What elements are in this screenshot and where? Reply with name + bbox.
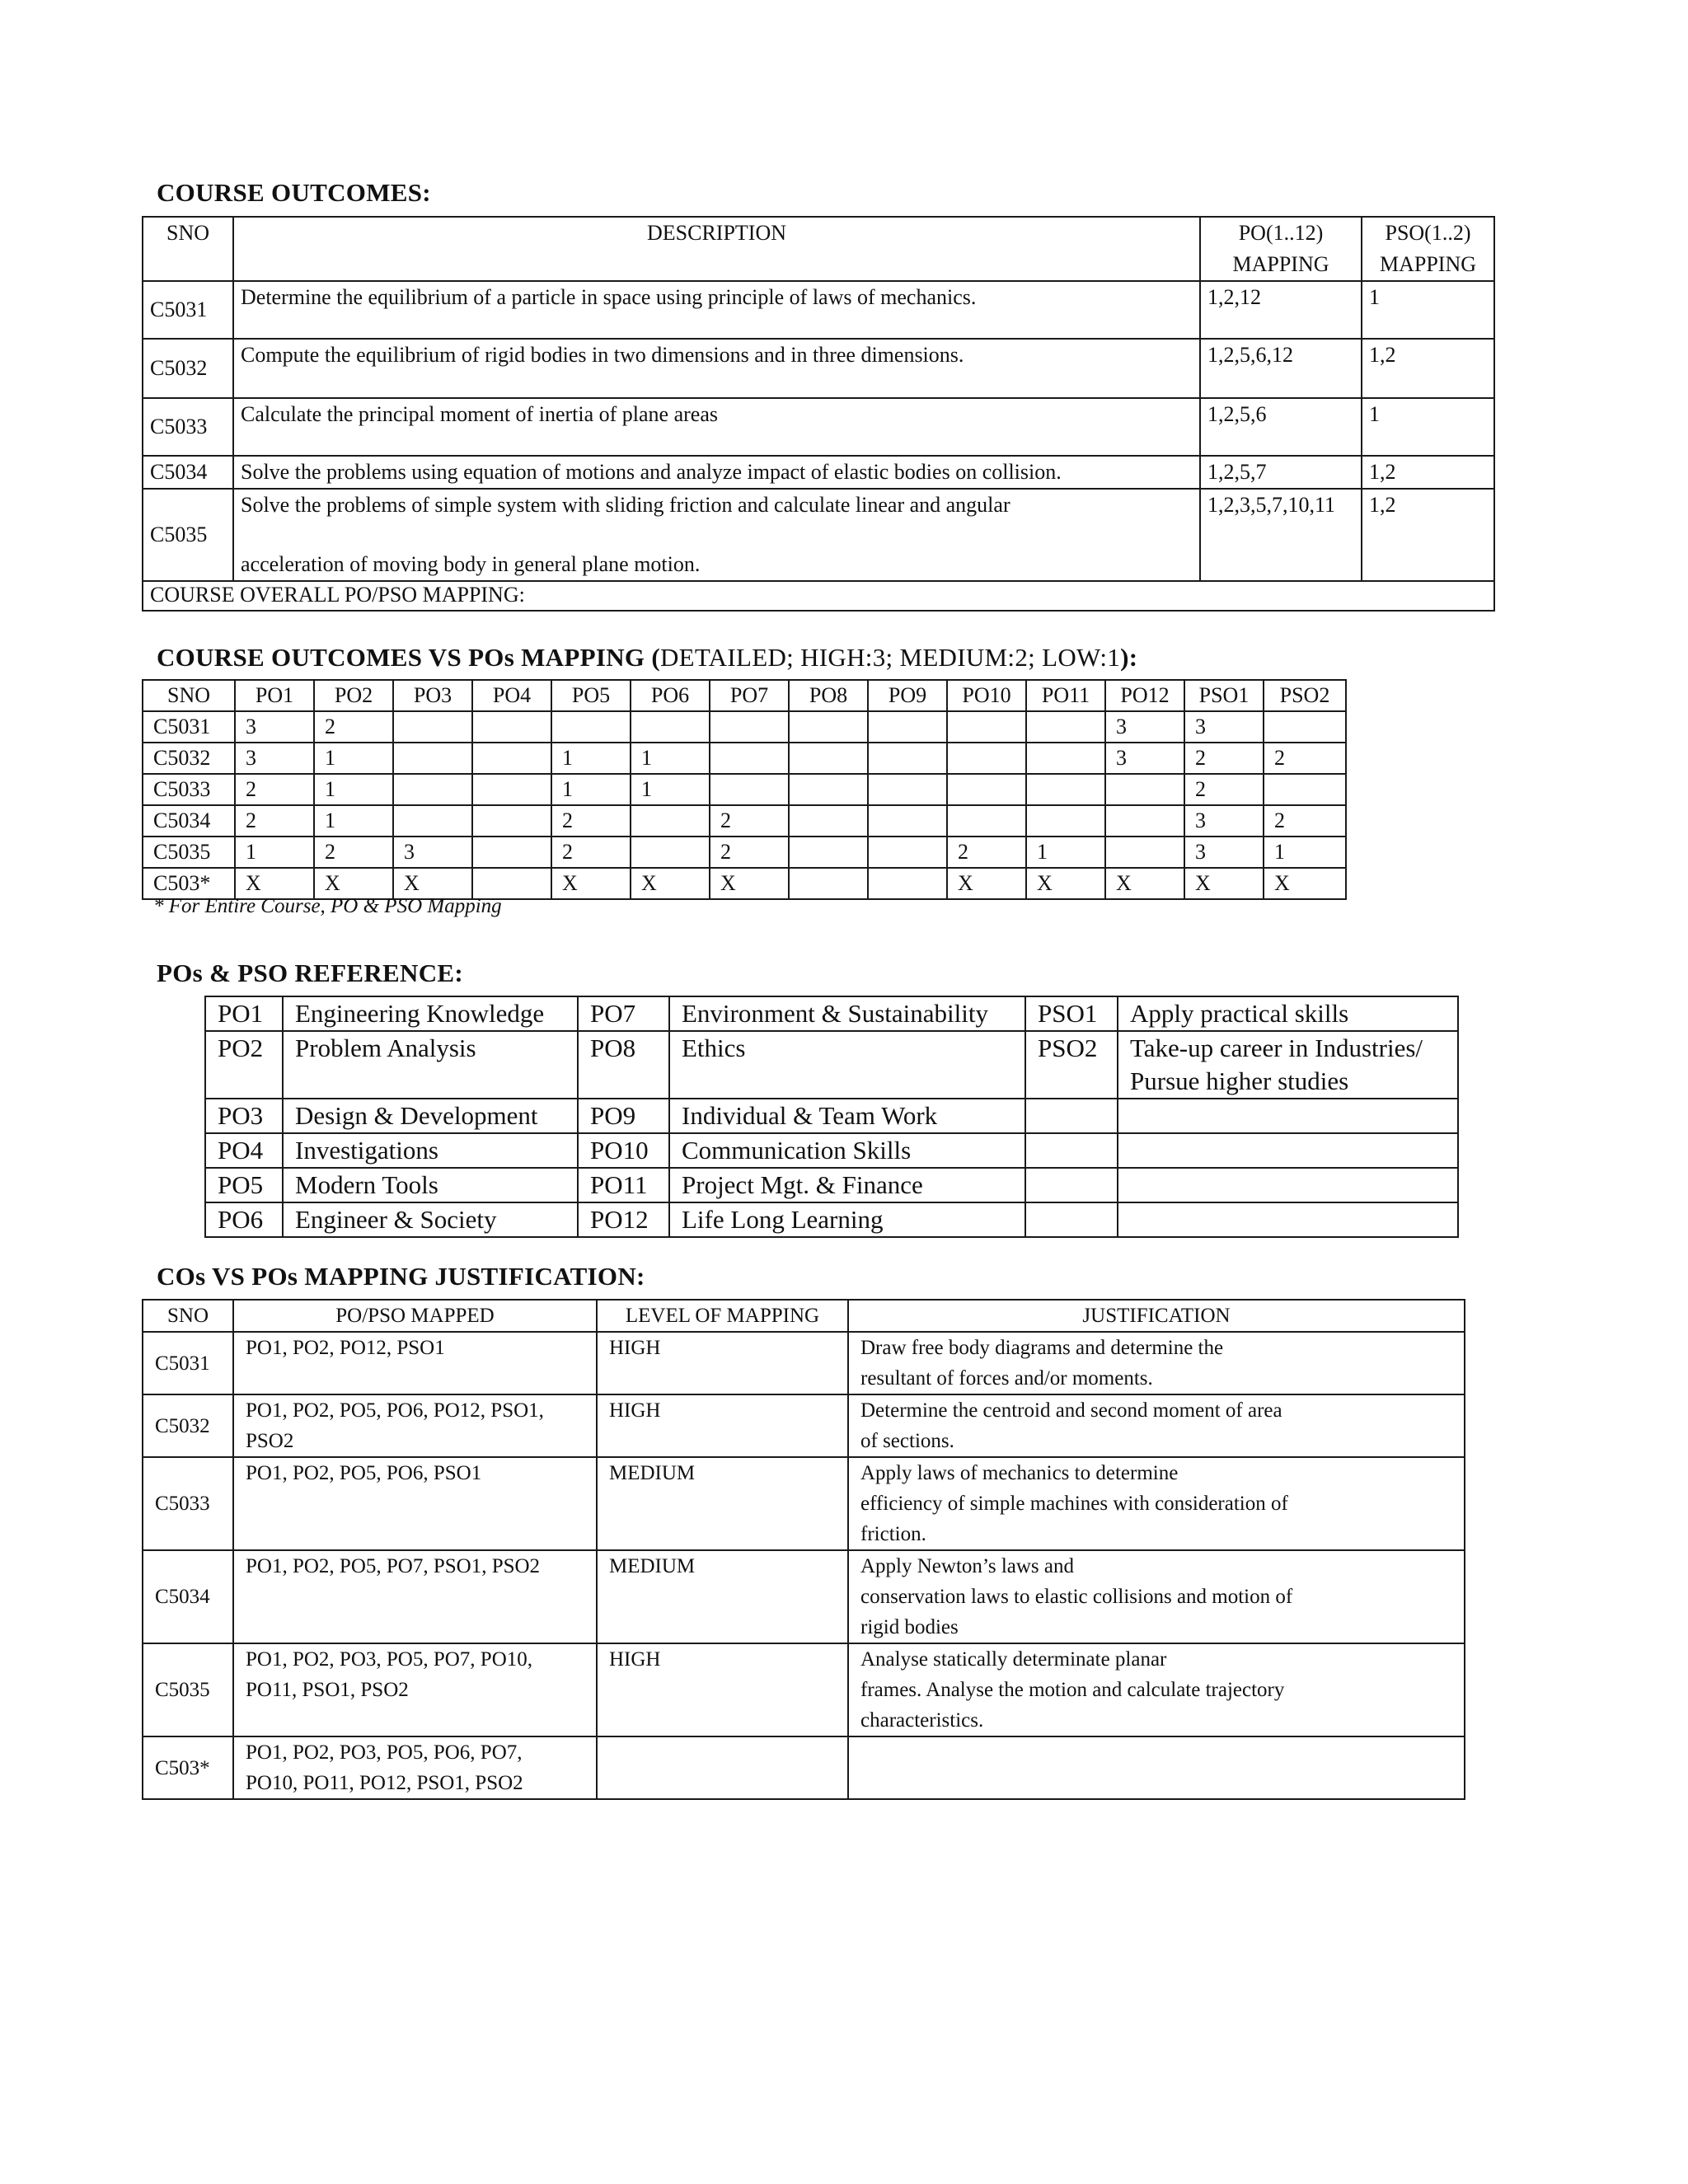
reference-cell (578, 1099, 669, 1133)
row-mapped (233, 1332, 597, 1394)
col-header-po11: PO11 (1026, 680, 1105, 711)
reference-cell (205, 996, 283, 1031)
reference-cell (578, 1202, 669, 1237)
reference-cell (1025, 1031, 1118, 1099)
row-level (597, 1736, 848, 1799)
mapping-cell: 1 (314, 805, 393, 837)
col-header-po10: PO10 (947, 680, 1026, 711)
mapping-cell (472, 743, 551, 774)
reference-text: Project Mgt. & Finance (682, 1170, 923, 1199)
mapping-cell (868, 711, 947, 743)
row-justification (848, 1332, 1465, 1394)
mapping-cell: 2 (1264, 743, 1346, 774)
row-sno: C503* (143, 1736, 233, 1799)
reference-text: Modern Tools (295, 1170, 438, 1199)
row-mapped (233, 1643, 597, 1736)
reference-cell (283, 996, 578, 1031)
mapping-cell (1026, 774, 1105, 805)
mapped-line: PO11, PSO1, PSO2 (246, 1679, 409, 1701)
reference-text: PO6 (218, 1205, 264, 1234)
col-header-mapped: PO/PSO MAPPED (233, 1300, 597, 1332)
reference-text: Apply practical skills (1130, 999, 1349, 1028)
reference-cell (578, 996, 669, 1031)
mapping-cell (551, 711, 631, 743)
mapping-cell: 3 (1105, 743, 1184, 774)
row-po: 1,2,5,7 (1200, 456, 1362, 489)
row-level: MEDIUM (597, 1457, 848, 1550)
reference-text: PO1 (218, 999, 264, 1028)
row-pso: 1,2 (1362, 489, 1494, 581)
mapping-cell (393, 805, 472, 837)
mapping-cell (1105, 805, 1184, 837)
mapping-cell (789, 774, 868, 805)
reference-text: PO7 (590, 999, 636, 1028)
row-justification (848, 1394, 1465, 1457)
reference-cell (578, 1031, 669, 1099)
reference-text: Engineer & Society (295, 1205, 497, 1234)
reference-cell (669, 996, 1025, 1031)
mapping-cell (947, 743, 1026, 774)
mapping-cell: 3 (235, 711, 314, 743)
course-outcomes-table (142, 216, 1495, 612)
col-header-po5: PO5 (551, 680, 631, 711)
row-sno: C5034 (143, 1550, 233, 1643)
row-pso: 1 (1362, 398, 1494, 456)
mapping-cell: X (947, 868, 1026, 899)
reference-cell (669, 1099, 1025, 1133)
reference-text: Ethics (682, 1033, 746, 1062)
row-sno: C5031 (143, 1332, 233, 1394)
row-sno: C5035 (143, 489, 233, 581)
reference-cell (1118, 1202, 1458, 1237)
mapping-heading: COURSE OUTCOMES VS POs MAPPING (DETAILED; HIGH:3; MEDIUM:2; LOW:1): (157, 643, 1138, 672)
reference-text: PO9 (590, 1101, 636, 1130)
reference-cell (283, 1202, 578, 1237)
table-row (143, 456, 1494, 489)
reference-cell (1118, 1099, 1458, 1133)
reference-text: Take-up career in Industries/ (1130, 1033, 1423, 1062)
col-header-po4: PO4 (472, 680, 551, 711)
mapped-line: PO1, PO2, PO12, PSO1 (246, 1337, 445, 1359)
mapping-cell: X (1264, 868, 1346, 899)
row-mapped (233, 1457, 597, 1550)
reference-row (205, 996, 1458, 1031)
row-justification (848, 1643, 1465, 1736)
reference-cell (205, 1099, 283, 1133)
mapping-cell: 2 (314, 711, 393, 743)
col-header-pso2: PSO2 (1264, 680, 1346, 711)
mapping-cell (1264, 711, 1346, 743)
mapping-cell: 3 (1105, 711, 1184, 743)
reference-heading: POs & PSO REFERENCE: (157, 958, 463, 987)
mapping-cell: 1 (235, 837, 314, 868)
mapping-cell: 2 (710, 837, 789, 868)
row-pso: 1,2 (1362, 339, 1494, 398)
mapping-cell: 1 (551, 774, 631, 805)
reference-cell (1025, 996, 1118, 1031)
table-row (143, 774, 1346, 805)
row-sno: C5031 (143, 281, 233, 339)
table-row (143, 805, 1346, 837)
overall-mapping-label: COURSE OVERALL PO/PSO MAPPING: (143, 581, 1494, 611)
row-justification (848, 1550, 1465, 1643)
col-header-pso1: PSO1 (1184, 680, 1264, 711)
reference-text: Communication Skills (682, 1136, 912, 1165)
reference-cell (669, 1031, 1025, 1099)
row-po: 1,2,12 (1200, 281, 1362, 339)
overall-mapping-row (143, 581, 1494, 611)
mapping-cell (947, 805, 1026, 837)
row-sno: C5032 (143, 339, 233, 398)
mapping-cell: 1 (551, 743, 631, 774)
mapping-cell (1026, 743, 1105, 774)
row-level: HIGH (597, 1332, 848, 1394)
mapping-cell: 1 (1264, 837, 1346, 868)
justification-line: Apply laws of mechanics to determine (860, 1462, 1179, 1484)
reference-text: PSO1 (1038, 999, 1098, 1028)
table-row (143, 339, 1494, 398)
mapping-cell (710, 711, 789, 743)
row-po: 1,2,3,5,7,10,11 (1200, 489, 1362, 581)
mapping-cell: X (1105, 868, 1184, 899)
reference-row (205, 1099, 1458, 1133)
mapping-cell: 2 (235, 774, 314, 805)
table-row (143, 1394, 1465, 1457)
reference-cell (669, 1133, 1025, 1168)
reference-text: PO2 (218, 1033, 264, 1062)
table-row (143, 281, 1494, 339)
mapping-cell (1105, 837, 1184, 868)
col-header-level: LEVEL OF MAPPING (597, 1300, 848, 1332)
table-row (143, 1457, 1465, 1550)
justification-line: frames. Analyse the motion and calculate trajectory (860, 1679, 1285, 1701)
row-sno: C5032 (143, 1394, 233, 1457)
table-row (143, 1550, 1465, 1643)
reference-text: Investigations (295, 1136, 438, 1165)
justification-line: efficiency of simple machines with consideration of (860, 1493, 1288, 1515)
mapping-cell (789, 805, 868, 837)
col-header-pso-mapping: PSO(1..2) MAPPING (1362, 217, 1494, 281)
justification-table (142, 1299, 1465, 1800)
justification-heading: COs VS POs MAPPING JUSTIFICATION: (157, 1262, 645, 1291)
reference-text: Life Long Learning (682, 1205, 884, 1234)
reference-text: PO4 (218, 1136, 264, 1165)
col-header-po3: PO3 (393, 680, 472, 711)
justification-line: of sections. (860, 1430, 954, 1452)
mapping-cell (868, 868, 947, 899)
mapping-cell: X (631, 868, 710, 899)
mapping-cell (947, 711, 1026, 743)
reference-text: PO10 (590, 1136, 649, 1165)
reference-text: Engineering Knowledge (295, 999, 545, 1028)
mapped-line: PSO2 (246, 1430, 294, 1452)
mapping-cell: X (314, 868, 393, 899)
reference-cell (205, 1168, 283, 1202)
mapping-cell: 3 (1184, 837, 1264, 868)
table-row (143, 1332, 1465, 1394)
reference-table (204, 996, 1459, 1238)
mapping-cell: X (235, 868, 314, 899)
mapping-cell (631, 805, 710, 837)
mapping-cell (631, 837, 710, 868)
table-row (143, 743, 1346, 774)
mapping-cell: 3 (235, 743, 314, 774)
table-row (143, 1736, 1465, 1799)
reference-cell (669, 1168, 1025, 1202)
mapping-cell (789, 711, 868, 743)
mapping-cell: 2 (1184, 743, 1264, 774)
mapped-line: PO1, PO2, PO5, PO6, PSO1 (246, 1462, 482, 1484)
justification-line: friction. (860, 1523, 926, 1545)
justification-line: Apply Newton’s laws and (860, 1555, 1074, 1577)
reference-cell (578, 1168, 669, 1202)
row-sno: C5035 (143, 1643, 233, 1736)
mapping-cell (472, 805, 551, 837)
row-sno: C5035 (143, 837, 235, 868)
reference-row (205, 1168, 1458, 1202)
reference-text: Environment & Sustainability (682, 999, 988, 1028)
reference-row (205, 1202, 1458, 1237)
mapped-line: PO1, PO2, PO5, PO6, PO12, PSO1, (246, 1399, 544, 1422)
mapping-cell (868, 774, 947, 805)
reference-text: PO3 (218, 1101, 264, 1130)
mapping-cell: X (393, 868, 472, 899)
mapping-cell: 1 (1026, 837, 1105, 868)
justification-line: conservation laws to elastic collisions and motion of (860, 1586, 1293, 1608)
mapping-cell (710, 774, 789, 805)
mapping-cell: 3 (1184, 805, 1264, 837)
row-po: 1,2,5,6 (1200, 398, 1362, 456)
mapped-line: PO10, PO11, PO12, PSO1, PSO2 (246, 1772, 523, 1794)
mapping-cell: 1 (631, 743, 710, 774)
row-description: Solve the problems of simple system with sliding friction and calculate linear and angular acceleration of moving body in general plane motion. (233, 489, 1200, 581)
mapped-line: PO1, PO2, PO3, PO5, PO7, PO10, (246, 1648, 532, 1671)
reference-row (205, 1133, 1458, 1168)
reference-cell (205, 1202, 283, 1237)
row-po: 1,2,5,6,12 (1200, 339, 1362, 398)
reference-cell (1118, 1168, 1458, 1202)
col-header-po9: PO9 (868, 680, 947, 711)
row-level: HIGH (597, 1394, 848, 1457)
row-description: Compute the equilibrium of rigid bodies in two dimensions and in three dimensions. (233, 339, 1200, 398)
table-row (143, 711, 1346, 743)
table-row (143, 837, 1346, 868)
table-row (143, 1643, 1465, 1736)
mapping-cell: X (1184, 868, 1264, 899)
col-header-po2: PO2 (314, 680, 393, 711)
col-header-sno: SNO (143, 680, 235, 711)
row-level: HIGH (597, 1643, 848, 1736)
reference-row (205, 1031, 1458, 1099)
col-header-po1: PO1 (235, 680, 314, 711)
reference-text: PO8 (590, 1033, 636, 1062)
col-header-sno: SNO (143, 1300, 233, 1332)
mapping-cell (472, 711, 551, 743)
row-justification (848, 1736, 1465, 1799)
row-sno: C5033 (143, 1457, 233, 1550)
justification-line: Analyse statically determinate planar (860, 1648, 1167, 1671)
mapping-cell: X (551, 868, 631, 899)
row-sno: C5033 (143, 398, 233, 456)
mapping-cell: 3 (393, 837, 472, 868)
mapping-cell: 2 (1264, 805, 1346, 837)
reference-cell (283, 1168, 578, 1202)
reference-cell (669, 1202, 1025, 1237)
mapping-cell (789, 868, 868, 899)
mapping-cell (472, 837, 551, 868)
table-row (143, 398, 1494, 456)
table-header-row (143, 680, 1346, 711)
row-justification (848, 1457, 1465, 1550)
reference-cell (1025, 1168, 1118, 1202)
mapping-cell (393, 711, 472, 743)
reference-cell (1025, 1133, 1118, 1168)
col-header-po8: PO8 (789, 680, 868, 711)
col-header-sno: SNO (143, 217, 233, 281)
reference-cell (205, 1133, 283, 1168)
mapping-cell (1026, 711, 1105, 743)
mapped-line: PO1, PO2, PO5, PO7, PSO1, PSO2 (246, 1555, 541, 1577)
reference-text: PO11 (590, 1170, 648, 1199)
mapping-cell (710, 743, 789, 774)
row-level: MEDIUM (597, 1550, 848, 1643)
justification-line: rigid bodies (860, 1616, 959, 1638)
reference-text: Pursue higher studies (1130, 1066, 1349, 1095)
mapping-cell: X (1026, 868, 1105, 899)
mapping-cell: 1 (314, 743, 393, 774)
reference-cell (1025, 1099, 1118, 1133)
col-header-po7: PO7 (710, 680, 789, 711)
mapping-cell (1026, 805, 1105, 837)
mapping-cell (947, 774, 1026, 805)
row-sno: C5034 (143, 456, 233, 489)
table-row (143, 489, 1494, 581)
mapping-cell: X (710, 868, 789, 899)
reference-cell (1118, 996, 1458, 1031)
table-header-row (143, 217, 1494, 281)
mapping-cell (868, 743, 947, 774)
reference-text: PO12 (590, 1205, 649, 1234)
row-pso: 1,2 (1362, 456, 1494, 489)
mapping-cell (1264, 774, 1346, 805)
mapping-cell: 1 (631, 774, 710, 805)
mapping-cell (789, 837, 868, 868)
row-pso: 1 (1362, 281, 1494, 339)
mapping-cell: 2 (314, 837, 393, 868)
justification-line: Draw free body diagrams and determine the (860, 1337, 1224, 1359)
mapping-cell (868, 837, 947, 868)
course-outcomes-heading: COURSE OUTCOMES: (157, 178, 431, 207)
row-mapped (233, 1394, 597, 1457)
mapping-note: * For Entire Course, PO & PSO Mapping (153, 895, 502, 917)
col-header-justification: JUSTIFICATION (848, 1300, 1465, 1332)
row-description: Solve the problems using equation of motions and analyze impact of elastic bodies on collision. (233, 456, 1200, 489)
reference-cell (283, 1133, 578, 1168)
mapped-line: PO1, PO2, PO3, PO5, PO6, PO7, (246, 1741, 523, 1764)
mapping-table (142, 679, 1347, 900)
col-header-po-mapping: PO(1..12) MAPPING (1200, 217, 1362, 281)
row-description: Determine the equilibrium of a particle in space using principle of laws of mechanics. (233, 281, 1200, 339)
reference-cell (1118, 1031, 1458, 1099)
row-sno: C5034 (143, 805, 235, 837)
mapping-cell (472, 774, 551, 805)
reference-cell (283, 1099, 578, 1133)
row-sno: C5031 (143, 711, 235, 743)
row-sno: C503* (143, 868, 235, 899)
row-sno: C5033 (143, 774, 235, 805)
row-mapped (233, 1550, 597, 1643)
mapping-cell: 2 (551, 837, 631, 868)
row-description: Calculate the principal moment of inertia of plane areas (233, 398, 1200, 456)
mapping-cell (1105, 774, 1184, 805)
mapping-cell: 2 (1184, 774, 1264, 805)
mapping-cell: 1 (314, 774, 393, 805)
mapping-cell (393, 774, 472, 805)
justification-line: characteristics. (860, 1709, 984, 1732)
mapping-cell: 2 (551, 805, 631, 837)
col-header-po12: PO12 (1105, 680, 1184, 711)
reference-cell (283, 1031, 578, 1099)
col-header-po6: PO6 (631, 680, 710, 711)
reference-text: PO5 (218, 1170, 264, 1199)
reference-text: Individual & Team Work (682, 1101, 938, 1130)
col-header-description: DESCRIPTION (233, 217, 1200, 281)
mapping-cell (868, 805, 947, 837)
reference-cell (205, 1031, 283, 1099)
mapping-cell: 2 (710, 805, 789, 837)
mapping-cell: 2 (235, 805, 314, 837)
justification-line: Determine the centroid and second moment of area (860, 1399, 1282, 1422)
reference-text: Problem Analysis (295, 1033, 476, 1062)
justification-line: resultant of forces and/or moments. (860, 1367, 1153, 1390)
mapping-cell (631, 711, 710, 743)
reference-text: Design & Development (295, 1101, 538, 1130)
table-header-row (143, 1300, 1465, 1332)
mapping-cell: 2 (947, 837, 1026, 868)
row-mapped (233, 1736, 597, 1799)
reference-cell (1025, 1202, 1118, 1237)
reference-cell (1118, 1133, 1458, 1168)
reference-text: PSO2 (1038, 1033, 1098, 1062)
mapping-cell (393, 743, 472, 774)
mapping-cell: 3 (1184, 711, 1264, 743)
row-sno: C5032 (143, 743, 235, 774)
mapping-cell (789, 743, 868, 774)
reference-cell (578, 1133, 669, 1168)
